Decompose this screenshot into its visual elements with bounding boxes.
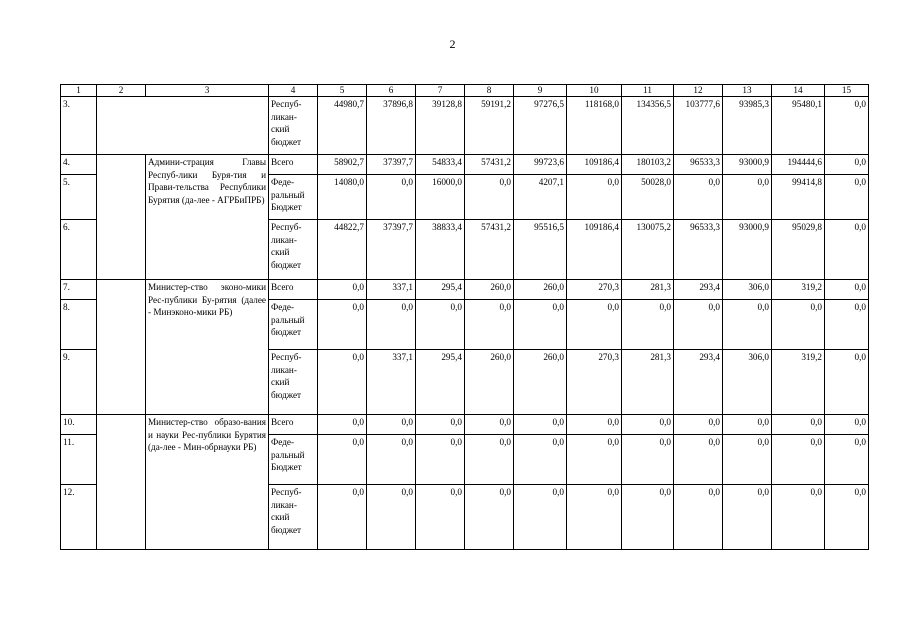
value-cell: 0,0: [825, 415, 869, 435]
value-cell: 194444,6: [772, 155, 825, 175]
value-cell: 0,0: [825, 485, 869, 550]
value-cell: 0,0: [465, 175, 514, 220]
value-cell: 0,0: [567, 485, 622, 550]
value-cell: 0,0: [416, 415, 465, 435]
value-cell: 319,2: [772, 280, 825, 300]
value-cell: 0,0: [772, 435, 825, 485]
value-cell: 96533,3: [674, 220, 723, 280]
value-cell: 0,0: [367, 485, 416, 550]
column-header: 1: [61, 85, 97, 97]
value-cell: 0,0: [367, 435, 416, 485]
value-cell: 0,0: [318, 350, 367, 415]
column-header-row: [61, 85, 869, 97]
value-cell: 0,0: [825, 155, 869, 175]
value-cell: 0,0: [622, 415, 674, 435]
value-cell: 58902,7: [318, 155, 367, 175]
value-cell: 0,0: [825, 175, 869, 220]
value-cell: 306,0: [723, 350, 772, 415]
value-cell: 99414,8: [772, 175, 825, 220]
column-header: 6: [367, 85, 416, 97]
column-header: 9: [514, 85, 567, 97]
value-cell: 295,4: [416, 280, 465, 300]
executor-name: Министер-ство эконо-мики Рес-публики Бу-рятия (далее - Минэконо-мики РБ): [146, 280, 269, 415]
empty-cell: [97, 97, 269, 155]
column-header: 11: [622, 85, 674, 97]
value-cell: 0,0: [723, 415, 772, 435]
value-cell: 37397,7: [367, 220, 416, 280]
value-cell: 281,3: [622, 350, 674, 415]
funding-source: Феде-ральный Бюджет: [269, 435, 318, 485]
funding-source: Респуб-ликан-ский бюджет: [269, 485, 318, 550]
column-header: 3: [146, 85, 269, 97]
value-cell: 306,0: [723, 280, 772, 300]
value-cell: 0,0: [318, 300, 367, 350]
row-index: 10.: [61, 415, 97, 435]
value-cell: 0,0: [416, 300, 465, 350]
value-cell: 0,0: [825, 350, 869, 415]
column-header: 14: [772, 85, 825, 97]
value-cell: 0,0: [772, 300, 825, 350]
row-index: 6.: [61, 220, 97, 280]
value-cell: 54833,4: [416, 155, 465, 175]
value-cell: 337,1: [367, 350, 416, 415]
value-cell: 0,0: [825, 280, 869, 300]
row-index: 9.: [61, 350, 97, 415]
value-cell: 281,3: [622, 280, 674, 300]
row-index: 3.: [61, 97, 97, 155]
column-header: 8: [465, 85, 514, 97]
row-index: 8.: [61, 300, 97, 350]
value-cell: 0,0: [367, 300, 416, 350]
value-cell: 270,3: [567, 350, 622, 415]
table-row: [61, 155, 869, 175]
page-number: 2: [449, 37, 456, 51]
value-cell: 57431,2: [465, 155, 514, 175]
value-cell: 0,0: [674, 435, 723, 485]
row-index: 7.: [61, 280, 97, 300]
value-cell: 0,0: [318, 415, 367, 435]
column-header: 13: [723, 85, 772, 97]
value-cell: 0,0: [567, 175, 622, 220]
value-cell: 93000,9: [723, 220, 772, 280]
value-cell: 0,0: [825, 435, 869, 485]
funding-source: Феде-ральный Бюджет: [269, 175, 318, 220]
value-cell: 96533,3: [674, 155, 723, 175]
value-cell: 295,4: [416, 350, 465, 415]
value-cell: 59191,2: [465, 97, 514, 155]
value-cell: 93985,3: [723, 97, 772, 155]
value-cell: 97276,5: [514, 97, 567, 155]
column-header: 5: [318, 85, 367, 97]
value-cell: 0,0: [622, 485, 674, 550]
column-header: 4: [269, 85, 318, 97]
funding-source: Всего: [269, 415, 318, 435]
funding-source: Респуб-ликан-ский бюджет: [269, 97, 318, 155]
value-cell: 0,0: [723, 175, 772, 220]
table-row: [61, 280, 869, 300]
value-cell: 337,1: [367, 280, 416, 300]
row-index: 4.: [61, 155, 97, 175]
value-cell: 0,0: [514, 300, 567, 350]
value-cell: 0,0: [772, 415, 825, 435]
value-cell: 180103,2: [622, 155, 674, 175]
value-cell: 57431,2: [465, 220, 514, 280]
value-cell: 260,0: [465, 350, 514, 415]
value-cell: 0,0: [514, 415, 567, 435]
value-cell: 130075,2: [622, 220, 674, 280]
value-cell: 0,0: [514, 435, 567, 485]
value-cell: 95029,8: [772, 220, 825, 280]
value-cell: 293,4: [674, 350, 723, 415]
funding-source: Всего: [269, 280, 318, 300]
value-cell: 109186,4: [567, 155, 622, 175]
value-cell: 0,0: [772, 485, 825, 550]
value-cell: 0,0: [416, 485, 465, 550]
empty-cell: [97, 280, 146, 415]
row-index: 12.: [61, 485, 97, 550]
value-cell: 0,0: [514, 485, 567, 550]
row-index: 5.: [61, 175, 97, 220]
column-header: 2: [97, 85, 146, 97]
value-cell: 39128,8: [416, 97, 465, 155]
empty-cell: [97, 155, 146, 280]
funding-source: Респуб-ликан-ский бюджет: [269, 350, 318, 415]
column-header: 7: [416, 85, 465, 97]
empty-cell: [97, 415, 146, 550]
row-index: 11.: [61, 435, 97, 485]
value-cell: 99723,6: [514, 155, 567, 175]
value-cell: 95480,1: [772, 97, 825, 155]
funding-source: Феде-ральный бюджет: [269, 300, 318, 350]
value-cell: 0,0: [622, 435, 674, 485]
value-cell: 0,0: [825, 220, 869, 280]
table-row: [61, 97, 869, 155]
value-cell: 0,0: [318, 435, 367, 485]
budget-table: [60, 84, 869, 550]
value-cell: 0,0: [723, 435, 772, 485]
column-header: 12: [674, 85, 723, 97]
value-cell: 0,0: [825, 97, 869, 155]
value-cell: 0,0: [567, 300, 622, 350]
value-cell: 270,3: [567, 280, 622, 300]
value-cell: 38833,4: [416, 220, 465, 280]
value-cell: 0,0: [465, 415, 514, 435]
value-cell: 0,0: [465, 300, 514, 350]
value-cell: 0,0: [674, 175, 723, 220]
value-cell: 0,0: [367, 175, 416, 220]
value-cell: 44822,7: [318, 220, 367, 280]
value-cell: 93000,9: [723, 155, 772, 175]
value-cell: 16000,0: [416, 175, 465, 220]
value-cell: 0,0: [622, 300, 674, 350]
value-cell: 0,0: [465, 435, 514, 485]
table-row: [61, 415, 869, 435]
value-cell: 44980,7: [318, 97, 367, 155]
executor-name: Админи-страция Главы Респуб-лики Буря-тия и Прави-тельства Республики Бурятия (да-лее - АГРБиПРБ): [146, 155, 269, 280]
value-cell: 0,0: [723, 485, 772, 550]
column-header: 15: [825, 85, 869, 97]
value-cell: 260,0: [514, 350, 567, 415]
funding-source: Респуб-ликан-ский бюджет: [269, 220, 318, 280]
value-cell: 134356,5: [622, 97, 674, 155]
value-cell: 50028,0: [622, 175, 674, 220]
value-cell: 0,0: [674, 485, 723, 550]
value-cell: 0,0: [367, 415, 416, 435]
value-cell: 109186,4: [567, 220, 622, 280]
value-cell: 260,0: [514, 280, 567, 300]
value-cell: 0,0: [318, 280, 367, 300]
value-cell: 95516,5: [514, 220, 567, 280]
executor-name: Министер-ство образо-вания и науки Рес-публики Бурятия (да-лее - Мин-обрнауки РБ): [146, 415, 269, 550]
value-cell: 0,0: [465, 485, 514, 550]
value-cell: 0,0: [318, 485, 367, 550]
value-cell: 0,0: [567, 415, 622, 435]
value-cell: 118168,0: [567, 97, 622, 155]
value-cell: 37397,7: [367, 155, 416, 175]
value-cell: 37896,8: [367, 97, 416, 155]
value-cell: 0,0: [723, 300, 772, 350]
column-header: 10: [567, 85, 622, 97]
value-cell: 0,0: [567, 435, 622, 485]
value-cell: 0,0: [674, 415, 723, 435]
value-cell: 319,2: [772, 350, 825, 415]
value-cell: 4207,1: [514, 175, 567, 220]
value-cell: 0,0: [825, 300, 869, 350]
value-cell: 14080,0: [318, 175, 367, 220]
value-cell: 0,0: [416, 435, 465, 485]
value-cell: 293,4: [674, 280, 723, 300]
value-cell: 260,0: [465, 280, 514, 300]
value-cell: 0,0: [674, 300, 723, 350]
funding-source: Всего: [269, 155, 318, 175]
value-cell: 103777,6: [674, 97, 723, 155]
